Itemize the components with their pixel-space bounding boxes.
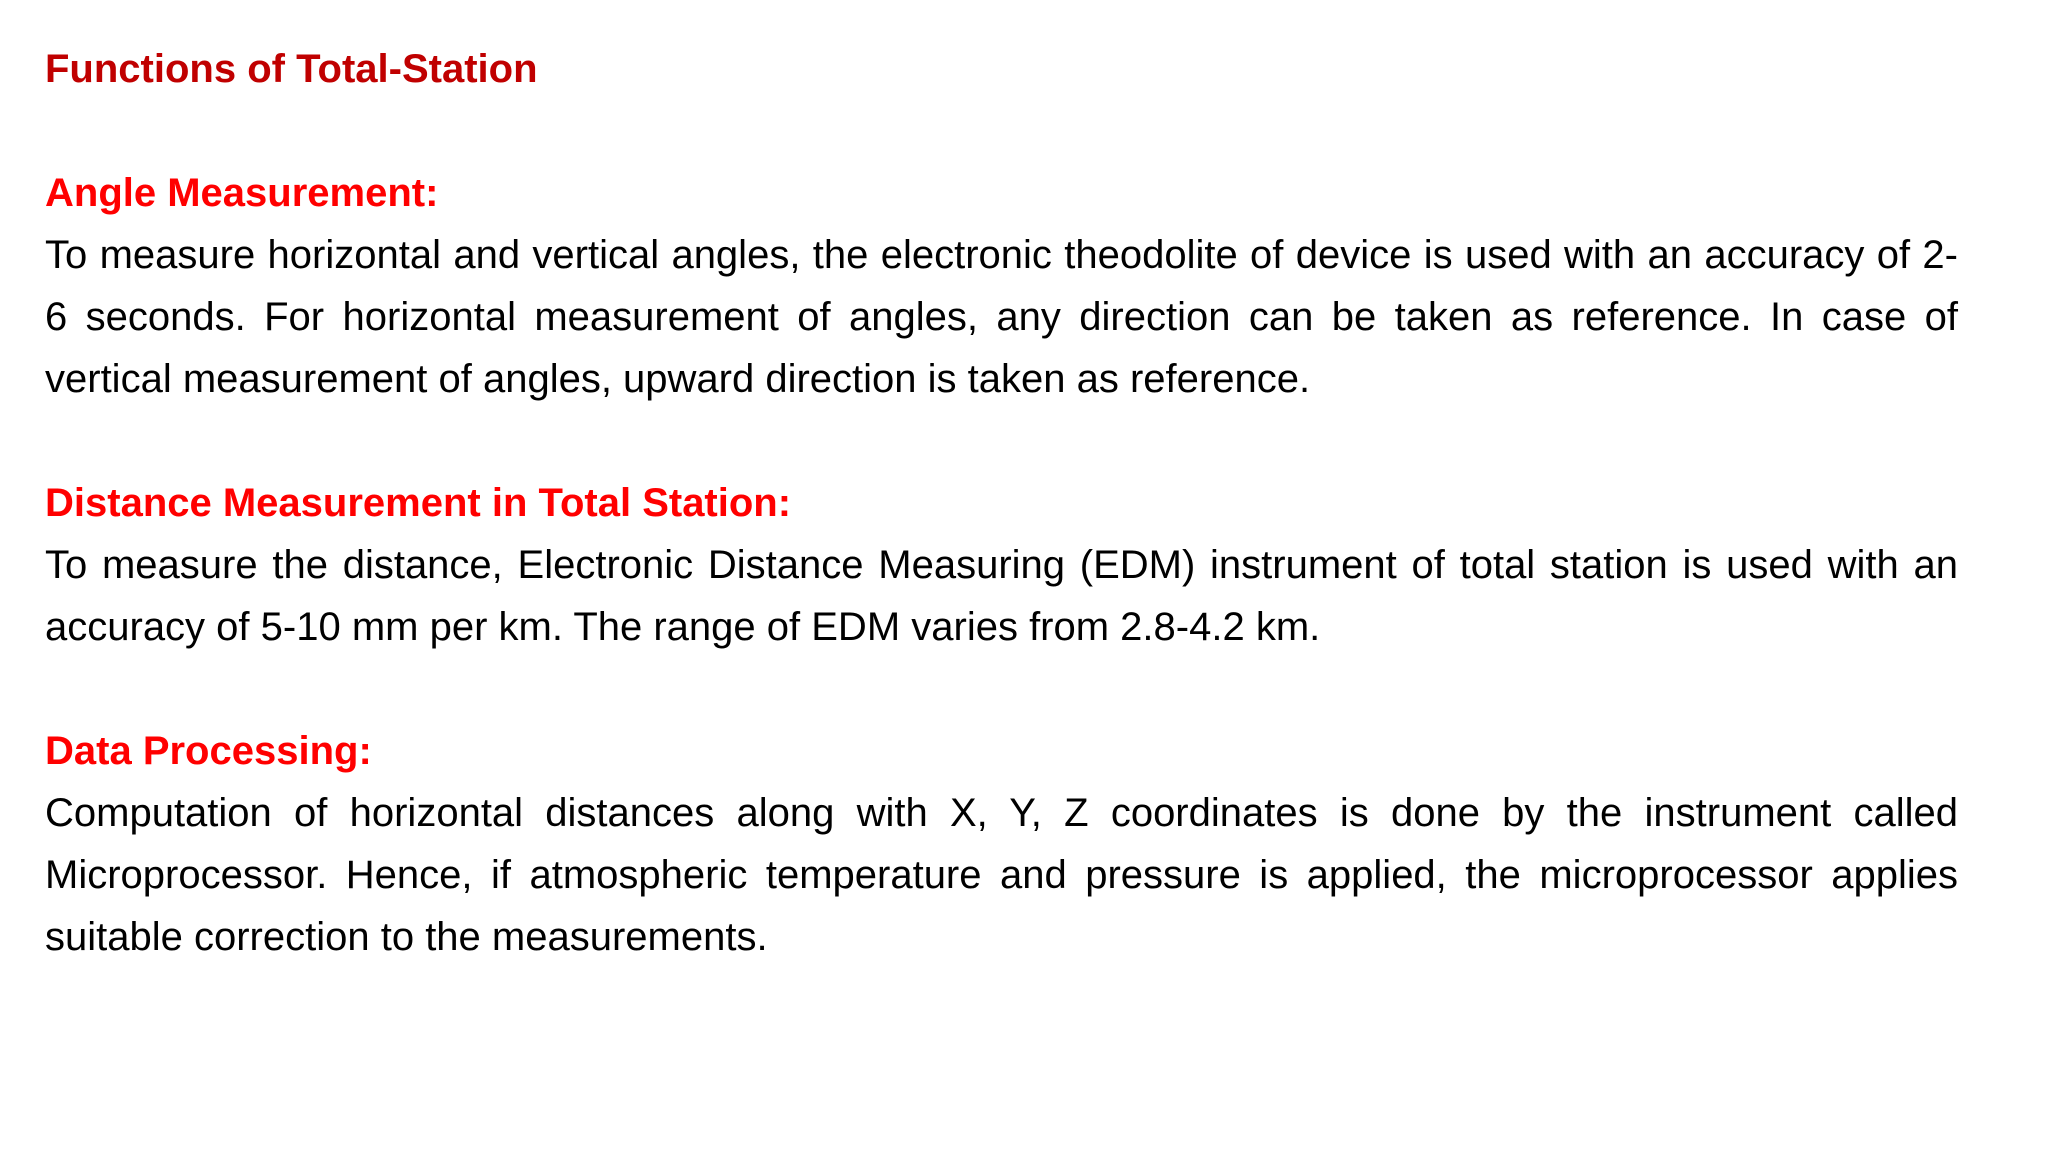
section-heading: Angle Measurement:	[45, 171, 439, 215]
section-angle-measurement	[45, 162, 1958, 410]
section-heading: Data Processing:	[45, 729, 372, 773]
section-body: To measure the distance, Electronic Distance Measuring (EDM) instrument of total station is used with an accuracy of 5-10 mm per km. The range of EDM varies from 2.8-4.2 km.	[45, 543, 1958, 649]
section-heading: Distance Measurement in Total Station:	[45, 481, 792, 525]
page-title: Functions of Total-Station	[45, 47, 538, 91]
section-distance-measurement	[45, 472, 1958, 658]
section-body: To measure horizontal and vertical angles, the electronic theodolite of device is used with an accuracy of 2-6 seconds. For horizontal measurement of angles, any direction can be taken as reference. In case of vertical measurement of angles, upward direction is taken as reference.	[45, 233, 1958, 401]
slide-content	[45, 38, 1958, 968]
section-body: Computation of horizontal distances along with X, Y, Z coordinates is done by the instrument called Microprocessor. Hence, if atmospheric temperature and pressure is applied, the microprocessor applies suitable correction to the measurements.	[45, 791, 1958, 959]
section-data-processing	[45, 720, 1958, 968]
